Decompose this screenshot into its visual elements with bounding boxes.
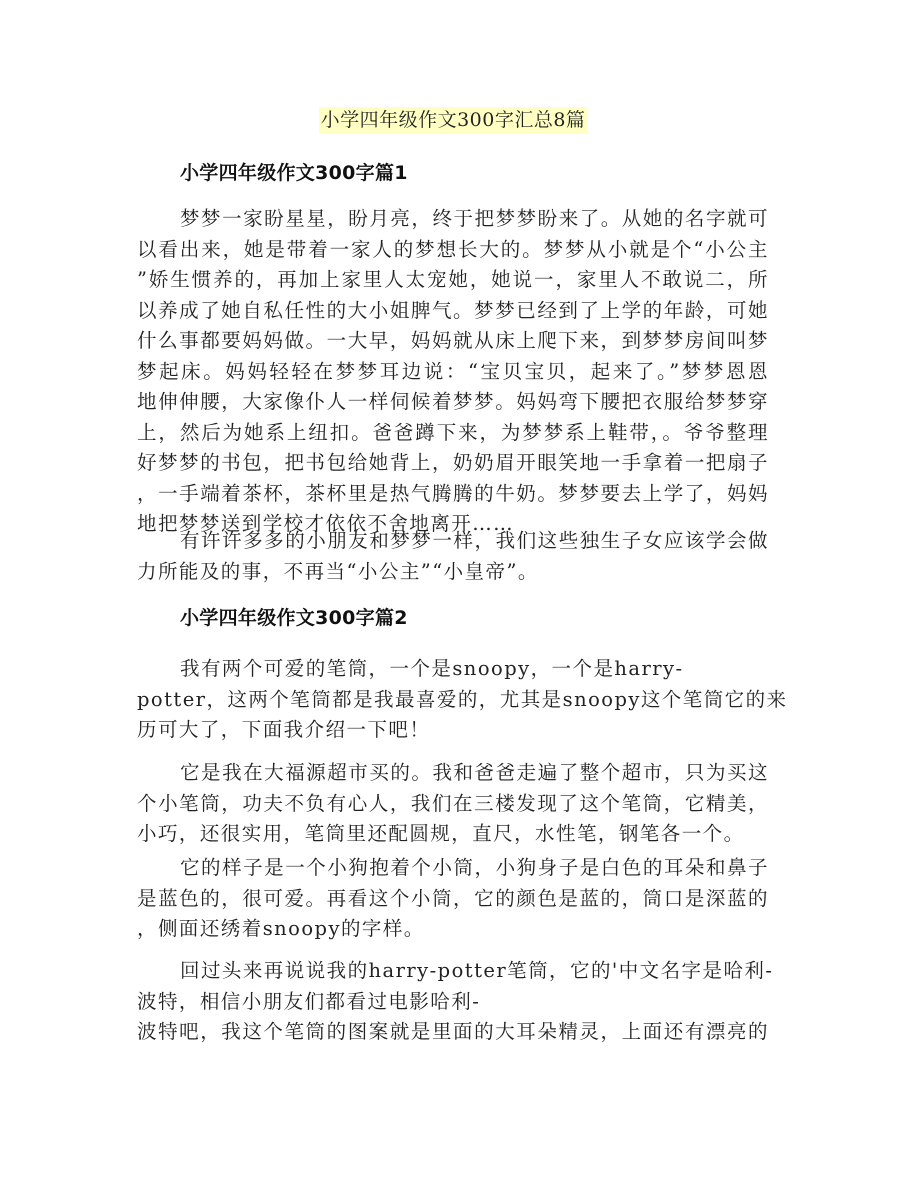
text-line: 它是我在大福源超市买的。我和爸爸走遍了整个超市，只为买这 bbox=[180, 761, 769, 784]
text-line: potter，这两个笔筒都是我最喜爱的，尤其是snoopy这个笔筒它的来 bbox=[137, 687, 788, 711]
text-line: 波特，相信小朋友们都看过电影哈利- bbox=[137, 989, 481, 1013]
text-line: 我有两个可爱的笔筒，一个是snoopy，一个是harry- bbox=[180, 657, 684, 680]
text-line: 波特吧，我这个笔筒的图案就是里面的大耳朵精灵，上面还有漂亮的 bbox=[137, 1020, 769, 1043]
text-line: 好梦梦的书包，把书包给她背上，奶奶眉开眼笑地一手拿着一把扇子 bbox=[137, 451, 769, 474]
text-line: ，侧面还绣着snoopy的字样。 bbox=[137, 917, 425, 940]
section-heading-1: 小学四年级作文300字篇1 bbox=[180, 162, 408, 184]
text-line: ，一手端着茶杯，茶杯里是热气腾腾的牛奶。梦梦要去上学了，妈妈 bbox=[137, 481, 769, 505]
text-line: 是蓝色的，很可爱。再看这个小筒，它的颜色是蓝的，筒口是深蓝的 bbox=[137, 886, 769, 910]
text-line: 以养成了她自私任性的大小姐脾气。梦梦已经到了上学的年龄，可她 bbox=[137, 298, 769, 322]
text-line: 什么事都要妈妈做。一大早，妈妈就从床上爬下来，到梦梦房间叫梦 bbox=[137, 329, 769, 352]
text-line: 梦梦一家盼星星，盼月亮，终于把梦梦盼来了。从她的名字就可 bbox=[180, 207, 769, 230]
text-line: 小巧，还很实用，笔筒里还配圆规，直尺，水性笔，钢笔各一个。 bbox=[137, 822, 745, 845]
text-line: 回过头来再说说我的harry-potter笔筒，它的'中文名字是哈利- bbox=[180, 959, 774, 982]
text-line: 以看出来，她是带着一家人的梦想长大的。梦梦从小就是个“小公主 bbox=[137, 237, 769, 261]
text-line: 历可大了，下面我介绍一下吧！ bbox=[137, 718, 431, 741]
text-line: ”娇生惯养的，再加上家里人太宠她，她说一，家里人不敢说二，所 bbox=[137, 268, 769, 291]
text-line: 有许许多多的小朋友和梦梦一样，我们这些独生子女应该学会做 bbox=[180, 529, 769, 552]
section-heading-2: 小学四年级作文300字篇2 bbox=[180, 607, 408, 629]
text-line: 力所能及的事，不再当“小公主”“小皇帝”。 bbox=[137, 559, 539, 583]
text-line: 它的样子是一个小狗抱着个小筒，小狗身子是白色的耳朵和鼻子 bbox=[180, 856, 769, 879]
text-line: 地伸伸腰，大家像仆人一样伺候着梦梦。妈妈弯下腰把衣服给梦梦穿 bbox=[137, 390, 769, 413]
text-line: 上，然后为她系上纽扣。爸爸蹲下来，为梦梦系上鞋带，。爷爷整理 bbox=[137, 420, 769, 444]
document-title-container bbox=[137, 107, 769, 134]
document-title: 小学四年级作文300字汇总8篇 bbox=[319, 107, 588, 134]
text-line: 个小笔筒，功夫不负有心人，我们在三楼发现了这个笔筒，它精美， bbox=[137, 791, 769, 815]
text-line: 地把梦梦送到学校才依依不舍地离开…… bbox=[137, 512, 515, 535]
text-line: 梦起床。妈妈轻轻在梦梦耳边说：“宝贝宝贝，起来了。”梦梦恩恩 bbox=[137, 359, 769, 383]
